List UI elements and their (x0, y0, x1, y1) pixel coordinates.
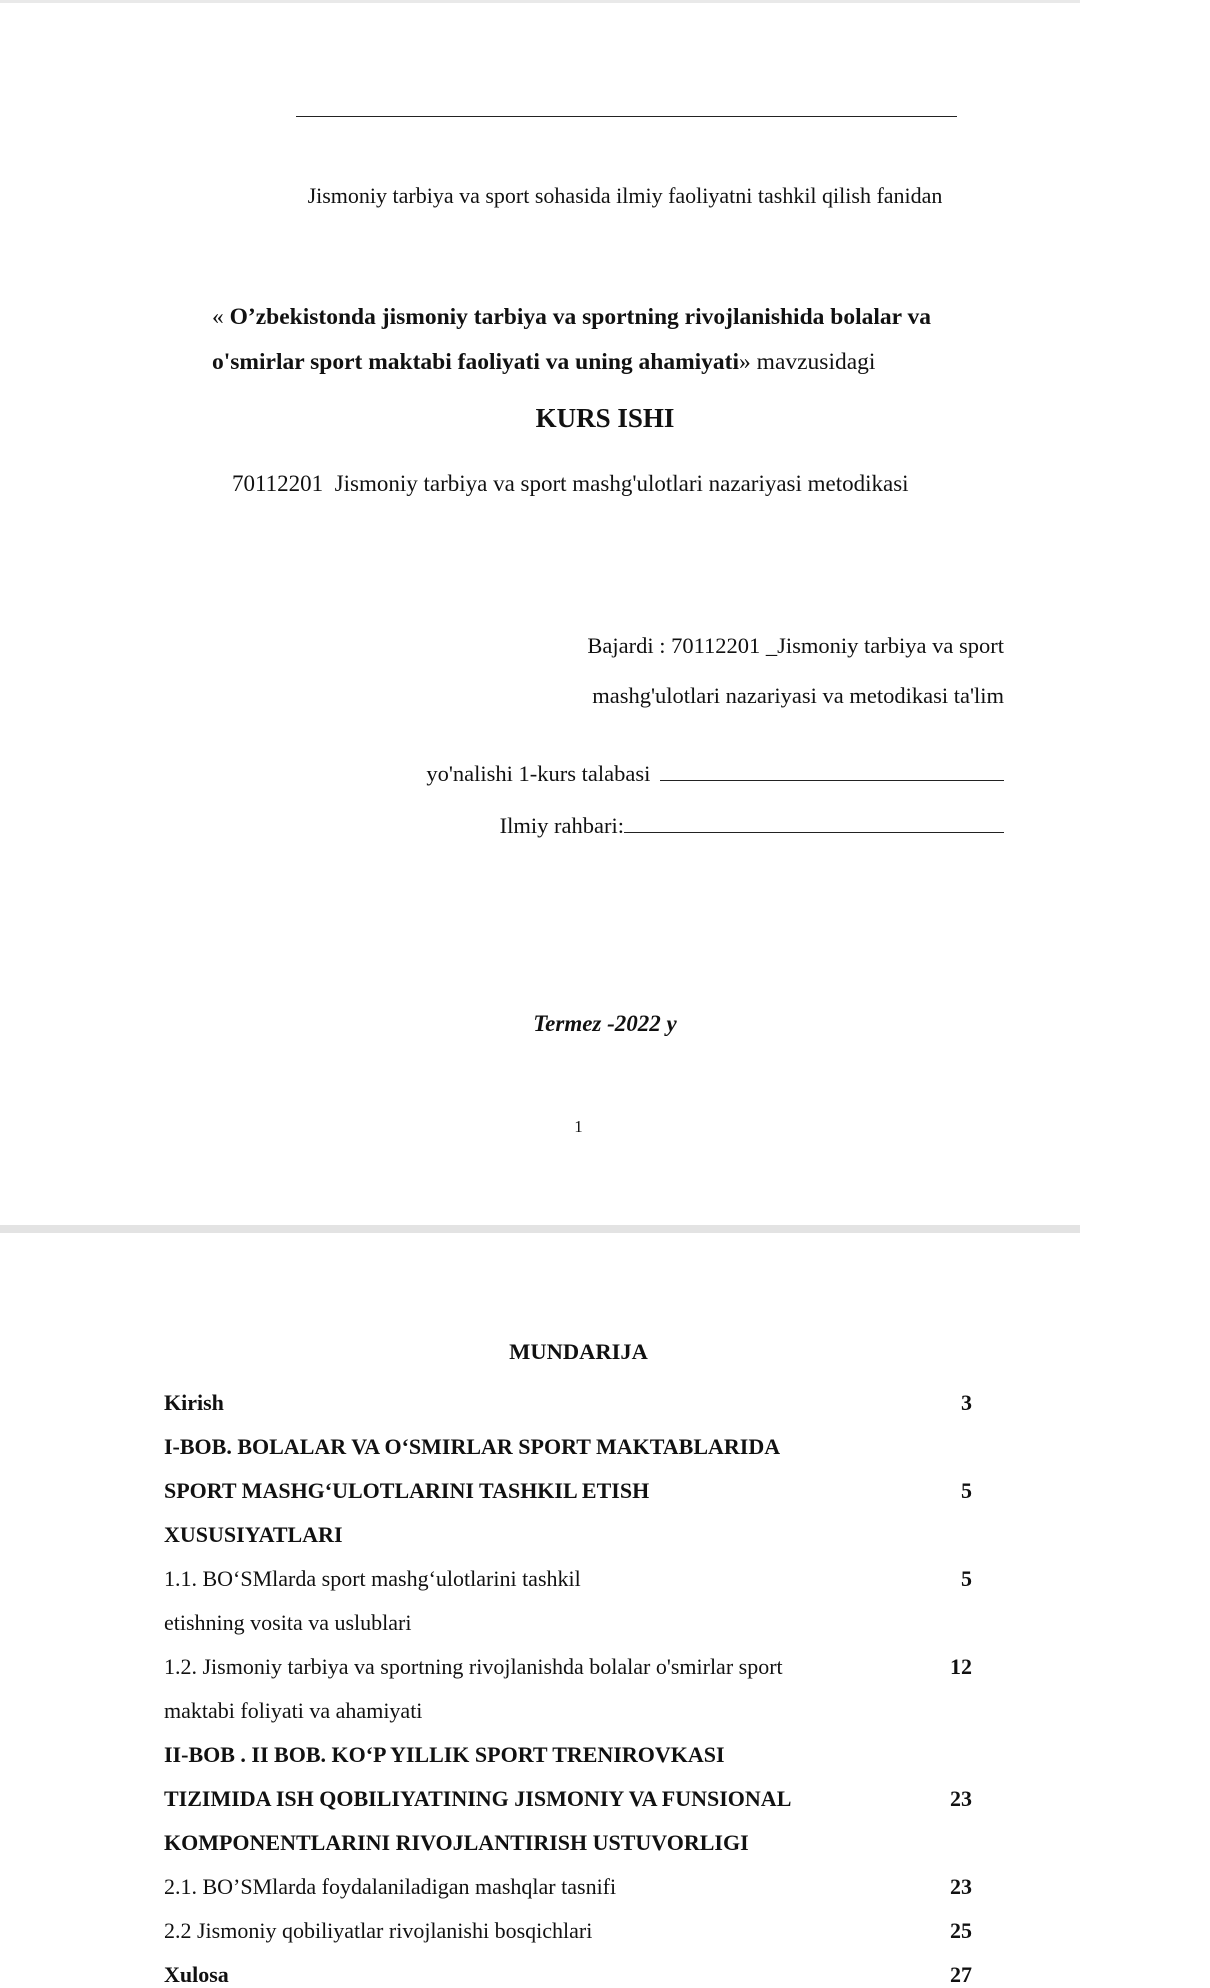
toc-entry: 2.2 Jismoniy qobiliyatlar rivojlanishi bosqichlari (164, 1918, 593, 1943)
supervisor-name-blank (624, 831, 1004, 833)
topic-open-quote: « (212, 304, 230, 330)
toc-page-number: 23 (950, 1874, 972, 1899)
toc-page-number: 25 (950, 1918, 972, 1943)
toc-entry: Xulosa (164, 1962, 229, 1987)
toc-page-number: 5 (961, 1566, 972, 1591)
toc-entry: maktabi foliyati va ahamiyati (164, 1698, 423, 1723)
student-name-blank (660, 779, 1004, 781)
place-year: Termez -2022 y (533, 1011, 677, 1036)
toc-page-number: 23 (950, 1786, 972, 1811)
executor-line-3-text: yo'nalishi 1-kurs talabasi (426, 761, 656, 786)
toc-page-number: 5 (961, 1478, 972, 1503)
toc-entry: 1.1. BO‘SMlarda sport mashg‘ulotlarini tashkil (164, 1566, 581, 1591)
toc-entry: 1.2. Jismoniy tarbiya va sportning rivojlanishda bolalar o'smirlar sport (164, 1654, 783, 1679)
supervisor-line (477, 787, 1004, 865)
subject-text: Jismoniy tarbiya va sport sohasida ilmiy faoliyatni tashkil qilish fanidan (307, 183, 943, 208)
toc-entry: KOMPONENTLARINI RIVOJLANTIRISH USTUVORLIGI (164, 1830, 749, 1855)
toc-entry: Kirish (164, 1390, 224, 1415)
toc-entry: TIZIMIDA ISH QOBILIYATINING JISMONIY VA FUNSIONAL (164, 1786, 792, 1811)
topic-bold-text: O’zbekistonda jismoniy tarbiya va sportning rivojlanishida bolalar va o'smirlar sport maktabi faoliyati va uning ahamiyati (212, 304, 932, 375)
toc-entry: I-BOB. BOLALAR VA O‘SMIRLAR SPORT MAKTABLARIDA (164, 1434, 781, 1459)
top-rule-line (296, 116, 957, 117)
toc-page-number: 12 (950, 1654, 972, 1679)
toc-page-number: 3 (961, 1390, 972, 1415)
document-type: KURS ISHI (535, 403, 675, 433)
toc-entry: 2.1. BO’SMlarda foydalaniladigan mashqlar tasnifi (164, 1874, 617, 1899)
toc-page-number: 27 (950, 1962, 972, 1987)
topic-close-text: » mavzusidagi (739, 349, 876, 375)
toc-entry: etishning vosita va uslublari (164, 1610, 412, 1635)
toc-entry: II-BOB . II BOB. KO‘P YILLIK SPORT TRENIROVKASI (164, 1742, 725, 1767)
topic-title (212, 295, 1012, 385)
page-separator (0, 1225, 1080, 1233)
executor-line-2: mashg'ulotlari nazariyasi va metodikasi ta'lim (592, 683, 1004, 708)
toc-heading: MUNDARIJA (509, 1339, 648, 1364)
page-number: 1 (574, 1117, 583, 1136)
executor-line-1: Bajardi : 70112201 _Jismoniy tarbiya va sport (587, 633, 1004, 658)
contents-page (0, 1233, 1080, 1987)
toc-entry: XUSUSIYATLARI (164, 1522, 343, 1547)
specialty-line: 70112201 Jismoniy tarbiya va sport mashg'ulotlari nazariyasi metodikasi (232, 471, 909, 496)
toc-entry: SPORT MASHG‘ULOTLARINI TASHKIL ETISH (164, 1478, 650, 1503)
supervisor-label: Ilmiy rahbari: (499, 813, 624, 838)
